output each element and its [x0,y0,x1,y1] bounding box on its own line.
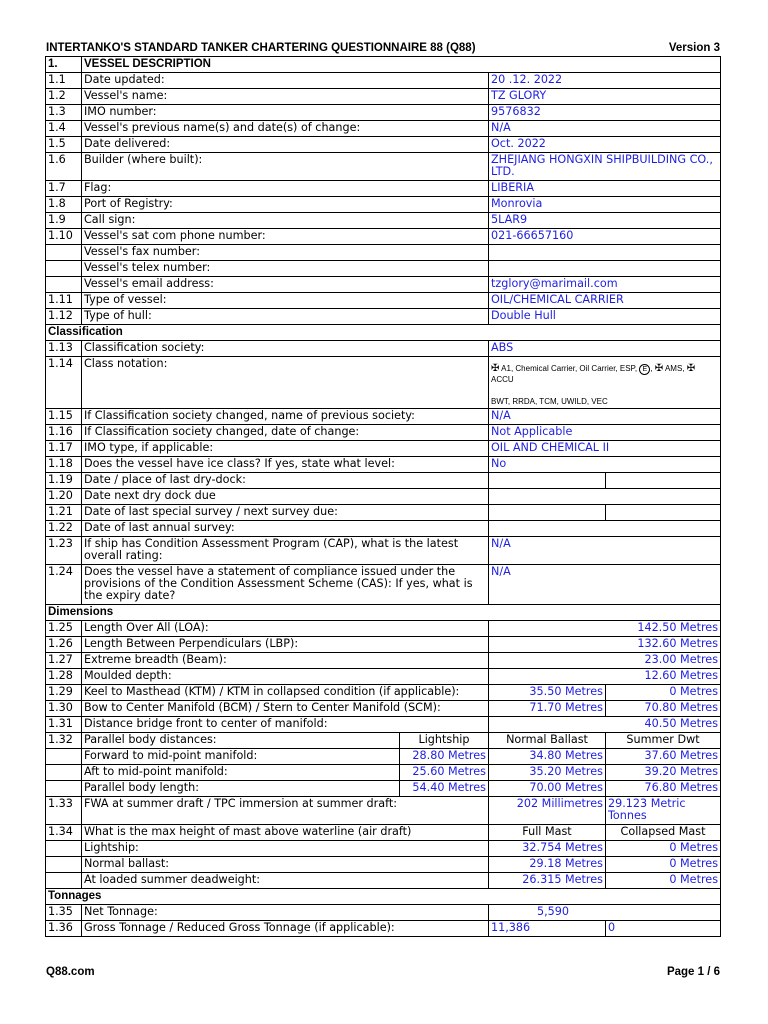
row-1-29 [46,685,721,701]
summer-full-mast-value[interactable]: 26.315 Metres [489,873,606,889]
row-label: Distance bridge front to center of manifold: [82,717,489,733]
row-air-draft-summer [46,873,721,889]
row-label: What is the max height of mast above waterline (air draft) [82,825,489,841]
row-number: 1.18 [46,457,82,473]
row-1-21 [46,505,721,521]
row-label: At loaded summer deadweight: [82,873,489,889]
section-header-tonnages [46,889,721,905]
row-number [46,277,82,293]
date-updated-value[interactable]: 20 .12. 2022 [489,73,721,89]
row-1-8 [46,197,721,213]
row-1-32 [46,733,721,749]
row-label: Parallel body length: [82,781,400,797]
row-fax [46,245,721,261]
row-number: 1.9 [46,213,82,229]
row-number [46,873,82,889]
row-label: Date of last annual survey: [82,521,489,537]
row-number: 1.3 [46,105,82,121]
section-title: Tonnages [46,889,721,905]
row-1-12 [46,309,721,325]
row-label: Date next dry dock due [82,489,489,505]
row-number [46,781,82,797]
row-number: 1.16 [46,425,82,441]
maltese-cross-icon: ✠ [491,363,500,374]
column-header-full-mast: Full Mast [489,825,606,841]
class-notation-image: ✠ A1, Chemical Carrier, Oil Carrier, ESP, E , ✠ AMS, ✠ ACCU BWT, RRDA, TCM, UWILD, VEC [491,363,696,406]
row-number: 1.26 [46,637,82,653]
row-1-9 [46,213,721,229]
row-number: 1.6 [46,153,82,181]
row-label: Classification society: [82,341,489,357]
row-number: 1.14 [46,357,82,409]
aft-lightship-value[interactable]: 25.60 Metres [400,765,489,781]
row-air-draft-ballast [46,857,721,873]
row-1-13 [46,341,721,357]
imo-number-value[interactable]: 9576832 [489,105,721,121]
row-number: 1.36 [46,921,82,937]
reduced-gross-tonnage-value[interactable]: 0 [606,921,721,937]
row-label: Type of hull: [82,309,489,325]
row-1-27 [46,653,721,669]
row-1-6 [46,153,721,181]
fwa-value[interactable]: 202 Millimetres [489,797,606,825]
lbp-value[interactable]: 132.60 Metres [489,637,721,653]
section-number: 1. [46,57,82,73]
row-label: Date of last special survey / next survey due: [82,505,489,521]
row-label: Class notation: [82,357,489,409]
row-number: 1.2 [46,89,82,105]
column-header-collapsed-mast: Collapsed Mast [606,825,721,841]
row-label: Bow to Center Manifold (BCM) / Stern to Center Manifold (SCM): [82,701,489,717]
row-label: Flag: [82,181,489,197]
cap-rating-value[interactable]: N/A [489,537,721,565]
bridge-to-manifold-value[interactable]: 40.50 Metres [489,717,721,733]
row-label: Date / place of last dry-dock: [82,473,489,489]
row-label: If Classification society changed, name of previous society: [82,409,489,425]
row-number: 1.20 [46,489,82,505]
row-label: Vessel's previous name(s) and date(s) of change: [82,121,489,137]
vessel-type-value[interactable]: OIL/CHEMICAL CARRIER [489,293,721,309]
previous-society-value[interactable]: N/A [489,409,721,425]
ballast-full-mast-value[interactable]: 29.18 Metres [489,857,606,873]
row-label: Does the vessel have a statement of compliance issued under the provisions of the Condition Assessment Scheme (CAS): If yes, what is the expiry date? [82,565,489,605]
row-1-2 [46,89,721,105]
loa-value[interactable]: 142.50 Metres [489,621,721,637]
fax-number-value[interactable] [489,245,721,261]
row-number: 1.29 [46,685,82,701]
email-address-value[interactable]: tzglory@marimail.com [489,277,721,293]
row-1-19 [46,473,721,489]
row-number: 1.35 [46,905,82,921]
version-label: Version 3 [668,42,720,54]
row-label: Length Between Perpendiculars (LBP): [82,637,489,653]
vessel-name-value[interactable]: TZ GLORY [489,89,721,105]
row-label: Net Tonnage: [82,905,489,921]
next-dry-dock-value[interactable] [489,489,721,505]
row-1-31 [46,717,721,733]
row-number: 1.7 [46,181,82,197]
row-label: Length Over All (LOA): [82,621,489,637]
row-1-24 [46,565,721,605]
forward-ballast-value[interactable]: 34.80 Metres [489,749,606,765]
row-1-7 [46,181,721,197]
row-email [46,277,721,293]
row-label: Vessel's fax number: [82,245,489,261]
pbl-ballast-value[interactable]: 70.00 Metres [489,781,606,797]
row-forward-manifold [46,749,721,765]
previous-names-value[interactable]: N/A [489,121,721,137]
row-number: 1.31 [46,717,82,733]
section-title: Dimensions [46,605,721,621]
pbl-summer-value[interactable]: 76.80 Metres [606,781,721,797]
row-number [46,841,82,857]
row-number [46,261,82,277]
society-change-date-value[interactable]: Not Applicable [489,425,721,441]
last-special-survey-value[interactable] [489,505,606,521]
row-number: 1.10 [46,229,82,245]
call-sign-value[interactable]: 5LAR9 [489,213,721,229]
row-label: Does the vessel have ice class? If yes, state what level: [82,457,489,473]
questionnaire-table [45,56,721,937]
column-header-lightship: Lightship [400,733,489,749]
telex-number-value[interactable] [489,261,721,277]
row-label: Lightship: [82,841,489,857]
row-1-14 [46,357,721,409]
bcm-value[interactable]: 71.70 Metres [489,701,606,717]
row-1-30 [46,701,721,717]
row-number: 1.17 [46,441,82,457]
row-label: If Classification society changed, date of change: [82,425,489,441]
row-parallel-body-length [46,781,721,797]
last-annual-survey-value[interactable] [489,521,721,537]
row-label: Vessel's email address: [82,277,489,293]
row-label: Normal ballast: [82,857,489,873]
builder-value[interactable]: ZHEJIANG HONGXIN SHIPBUILDING CO., LTD. [489,153,721,181]
section-header-vessel-description [46,57,721,73]
beam-value[interactable]: 23.00 Metres [489,653,721,669]
lightship-collapsed-mast-value[interactable]: 0 Metres [606,841,721,857]
row-air-draft-lightship [46,841,721,857]
imo-type-value[interactable]: OIL AND CHEMICAL II [489,441,721,457]
net-tonnage-value[interactable]: 5,590 [489,905,721,921]
row-number: 1.34 [46,825,82,841]
row-label: Extreme breadth (Beam): [82,653,489,669]
ice-class-value[interactable]: No [489,457,721,473]
row-1-4 [46,121,721,137]
row-1-20 [46,489,721,505]
forward-summer-value[interactable]: 37.60 Metres [606,749,721,765]
ballast-collapsed-mast-value[interactable]: 0 Metres [606,857,721,873]
column-header-normal-ballast: Normal Ballast [489,733,606,749]
hull-type-value[interactable]: Double Hull [489,309,721,325]
row-label: Aft to mid-point manifold: [82,765,400,781]
row-label: IMO number: [82,105,489,121]
row-1-34 [46,825,721,841]
row-label: Forward to mid-point manifold: [82,749,400,765]
section-title: Classification [46,325,721,341]
ktm-value[interactable]: 35.50 Metres [489,685,606,701]
row-telex [46,261,721,277]
row-label: Call sign: [82,213,489,229]
row-label: IMO type, if applicable: [82,441,489,457]
column-header-summer-dwt: Summer Dwt [606,733,721,749]
summer-collapsed-mast-value[interactable]: 0 Metres [606,873,721,889]
row-number: 1.13 [46,341,82,357]
footer-site: Q88.com [46,966,95,978]
circled-e-icon: E [639,364,650,375]
row-label: Type of vessel: [82,293,489,309]
section-title: VESSEL DESCRIPTION [82,57,721,73]
row-number: 1.22 [46,521,82,537]
row-label: Keel to Masthead (KTM) / KTM in collapsed condition (if applicable): [82,685,489,701]
last-dry-dock-date-value[interactable] [489,473,606,489]
row-number: 1.4 [46,121,82,137]
row-number [46,245,82,261]
page-header [46,42,720,56]
section-header-classification [46,325,721,341]
maltese-cross-icon: ✠ [686,363,696,374]
last-dry-dock-place-value[interactable] [606,473,721,489]
gross-tonnage-value[interactable]: 11,386 [489,921,606,937]
row-1-26 [46,637,721,653]
row-number: 1.8 [46,197,82,213]
row-1-1 [46,73,721,89]
row-1-5 [46,137,721,153]
row-number: 1.32 [46,733,82,749]
section-header-dimensions [46,605,721,621]
row-number: 1.21 [46,505,82,521]
row-1-16 [46,425,721,441]
moulded-depth-value[interactable]: 12.60 Metres [489,669,721,685]
page-number: Page 1 / 6 [666,966,720,978]
row-1-11 [46,293,721,309]
row-number: 1.25 [46,621,82,637]
class-notation-value[interactable] [489,357,721,409]
row-1-22 [46,521,721,537]
row-1-18 [46,457,721,473]
row-1-3 [46,105,721,121]
row-label: Port of Registry: [82,197,489,213]
row-1-33 [46,797,721,825]
maltese-cross-icon: ✠ [654,363,664,374]
row-number: 1.11 [46,293,82,309]
row-label: FWA at summer draft / TPC immersion at summer draft: [82,797,489,825]
row-label: If ship has Condition Assessment Program (CAP), what is the latest overall rating: [82,537,489,565]
row-label: Date delivered: [82,137,489,153]
sat-com-phone-value[interactable]: 021-66657160 [489,229,721,245]
tpc-value[interactable]: 29.123 Metric Tonnes [606,797,721,825]
row-number: 1.28 [46,669,82,685]
row-number: 1.19 [46,473,82,489]
row-1-28 [46,669,721,685]
port-of-registry-value[interactable]: Monrovia [489,197,721,213]
aft-summer-value[interactable]: 39.20 Metres [606,765,721,781]
row-number: 1.27 [46,653,82,669]
flag-value[interactable]: LIBERIA [489,181,721,197]
row-number: 1.24 [46,565,82,605]
row-label: Gross Tonnage / Reduced Gross Tonnage (if applicable): [82,921,489,937]
next-survey-due-value[interactable] [606,505,721,521]
row-label: Vessel's sat com phone number: [82,229,489,245]
lightship-full-mast-value[interactable]: 32.754 Metres [489,841,606,857]
scm-value[interactable]: 70.80 Metres [606,701,721,717]
row-label: Vessel's name: [82,89,489,105]
row-label: Date updated: [82,73,489,89]
row-label: Vessel's telex number: [82,261,489,277]
row-1-23 [46,537,721,565]
row-number: 1.30 [46,701,82,717]
page-footer [46,966,720,980]
row-number: 1.33 [46,797,82,825]
row-number: 1.23 [46,537,82,565]
row-number: 1.15 [46,409,82,425]
pbl-lightship-value[interactable]: 54.40 Metres [400,781,489,797]
row-1-10 [46,229,721,245]
row-1-17 [46,441,721,457]
row-label: Parallel body distances: [82,733,400,749]
row-number [46,765,82,781]
row-1-25 [46,621,721,637]
row-1-15 [46,409,721,425]
row-1-36 [46,921,721,937]
ktm-collapsed-value[interactable]: 0 Metres [606,685,721,701]
row-number: 1.5 [46,137,82,153]
classification-society-value[interactable]: ABS [489,341,721,357]
document-title: INTERTANKO'S STANDARD TANKER CHARTERING QUESTIONNAIRE 88 (Q88) [46,42,476,54]
row-1-35 [46,905,721,921]
row-number [46,857,82,873]
row-label: Builder (where built): [82,153,489,181]
date-delivered-value[interactable]: Oct. 2022 [489,137,721,153]
aft-ballast-value[interactable]: 35.20 Metres [489,765,606,781]
row-number: 1.12 [46,309,82,325]
forward-lightship-value[interactable]: 28.80 Metres [400,749,489,765]
row-label: Moulded depth: [82,669,489,685]
row-number [46,749,82,765]
cas-compliance-value[interactable]: N/A [489,565,721,605]
row-number: 1.1 [46,73,82,89]
row-aft-manifold [46,765,721,781]
